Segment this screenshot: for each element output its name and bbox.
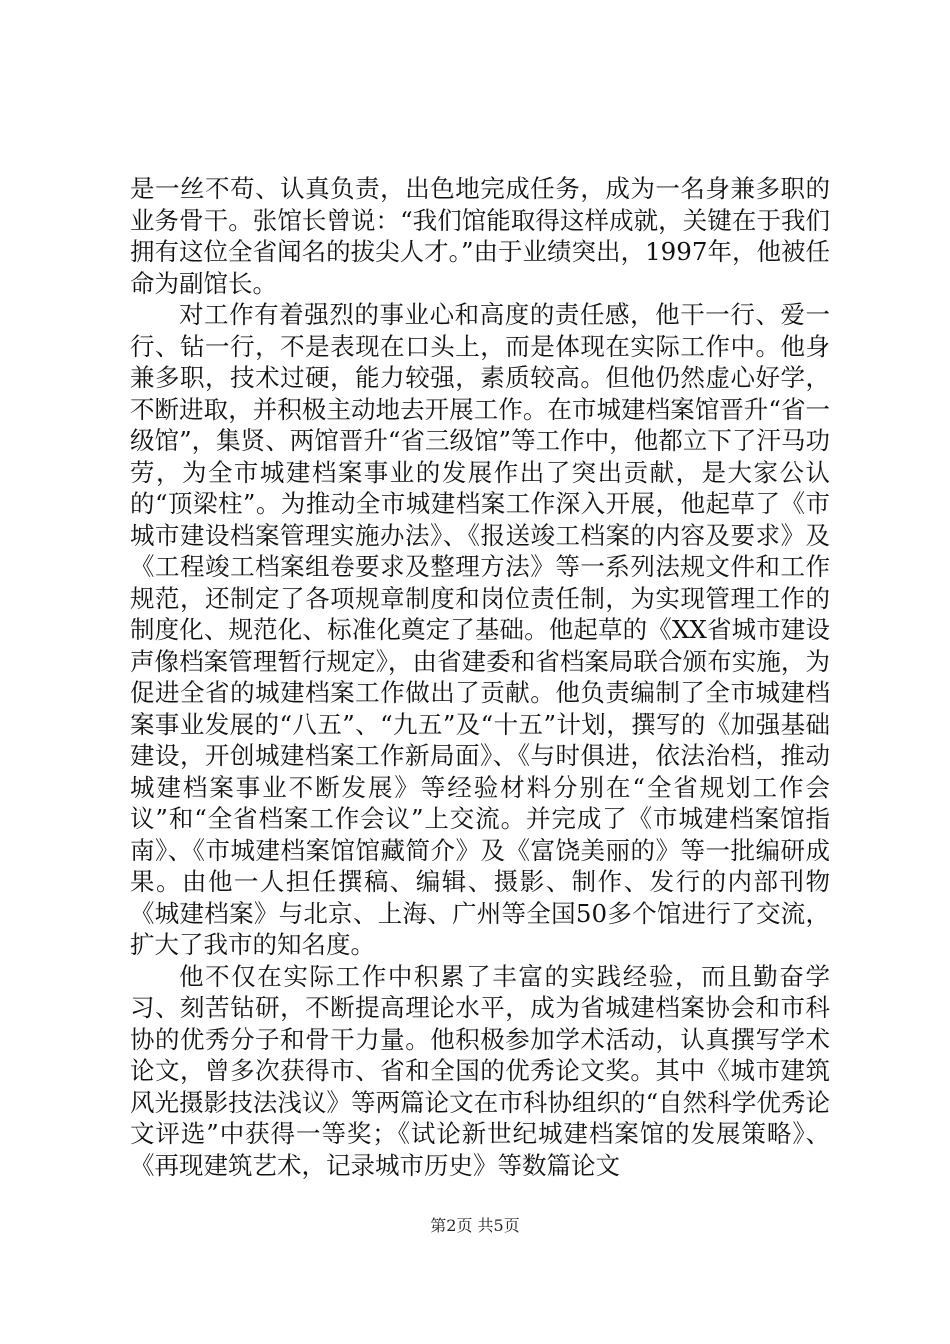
document-body xyxy=(130,173,830,1181)
paragraph-work-achievements: 对工作有着强烈的事业心和高度的责任感，他干一行、爱一行、钻一行，不是表现在口头上，而是体现在实际工作中。他身兼多职，技术过硬，能力较强，素质较高。但他仍然虚心好学，不断进取，并积极主动地去开展工作。在市城建档案馆晋升“省一级馆”，集贤、两馆晋升“省三级馆”等工作中，他都立下了汗马功劳，为全市城建档案事业的发展作出了突出贡献，是大家公认的“顶梁柱”。为推动全市城建档案工作深入开展，他起草了《市城市建设档案管理实施办法》、《报送竣工档案的内容及要求》及《工程竣工档案组卷要求及整理方法》等一系列法规文件和工作规范，还制定了各项规章制度和岗位责任制，为实现管理工作的制度化、规范化、标准化奠定了基础。他起草的《XX省城市建设声像档案管理暂行规定》，由省建委和省档案局联合颁布实施，为促进全省的城建档案工作做出了贡献。他负责编制了全市城建档案事业发展的“八五”、“九五”及“十五”计划，撰写的《加强基础建设，开创城建档案工作新局面》、《与时俱进，依法治档，推动城建档案事业不断发展》等经验材料分别在“全省规划工作会议”和“全省档案工作会议”上交流。并完成了《市城建档案馆指南》、《市城建档案馆馆藏简介》及《富饶美丽的》等一批编研成果。由他一人担任撰稿、编辑、摄影、制作、发行的内部刊物《城建档案》与北京、上海、广州等全国50多个馆进行了交流，扩大了我市的知名度。 xyxy=(130,300,830,959)
page-number-indicator: 第2页 共5页 xyxy=(430,1216,520,1235)
paragraph-continuation: 是一丝不苟、认真负责，出色地完成任务，成为一名身兼多职的业务骨干。张馆长曾说：“我们馆能取得这样成就，关键在于我们拥有这位全省闻名的拔尖人才。”由于业绩突出，1997年，他被任命为副馆长。 xyxy=(130,174,830,298)
paragraph-academic-research: 他不仅在实际工作中积累了丰富的实践经验，而且勤奋学习、刻苦钻研，不断提高理论水平，成为省城建档案协会和市科协的优秀分子和骨干力量。他积极参加学术活动，认真撰写学术论文，曾多次获得市、省和全国的优秀论文奖。其中《城市建筑风光摄影技法浅议》等两篇论文在市科协组织的“自然科学优秀论文评选”中获得一等奖；《试论新世纪城建档案馆的发展策略》、《再现建筑艺术，记录城市历史》等数篇论文 xyxy=(130,961,830,1180)
page-footer xyxy=(0,1216,950,1236)
